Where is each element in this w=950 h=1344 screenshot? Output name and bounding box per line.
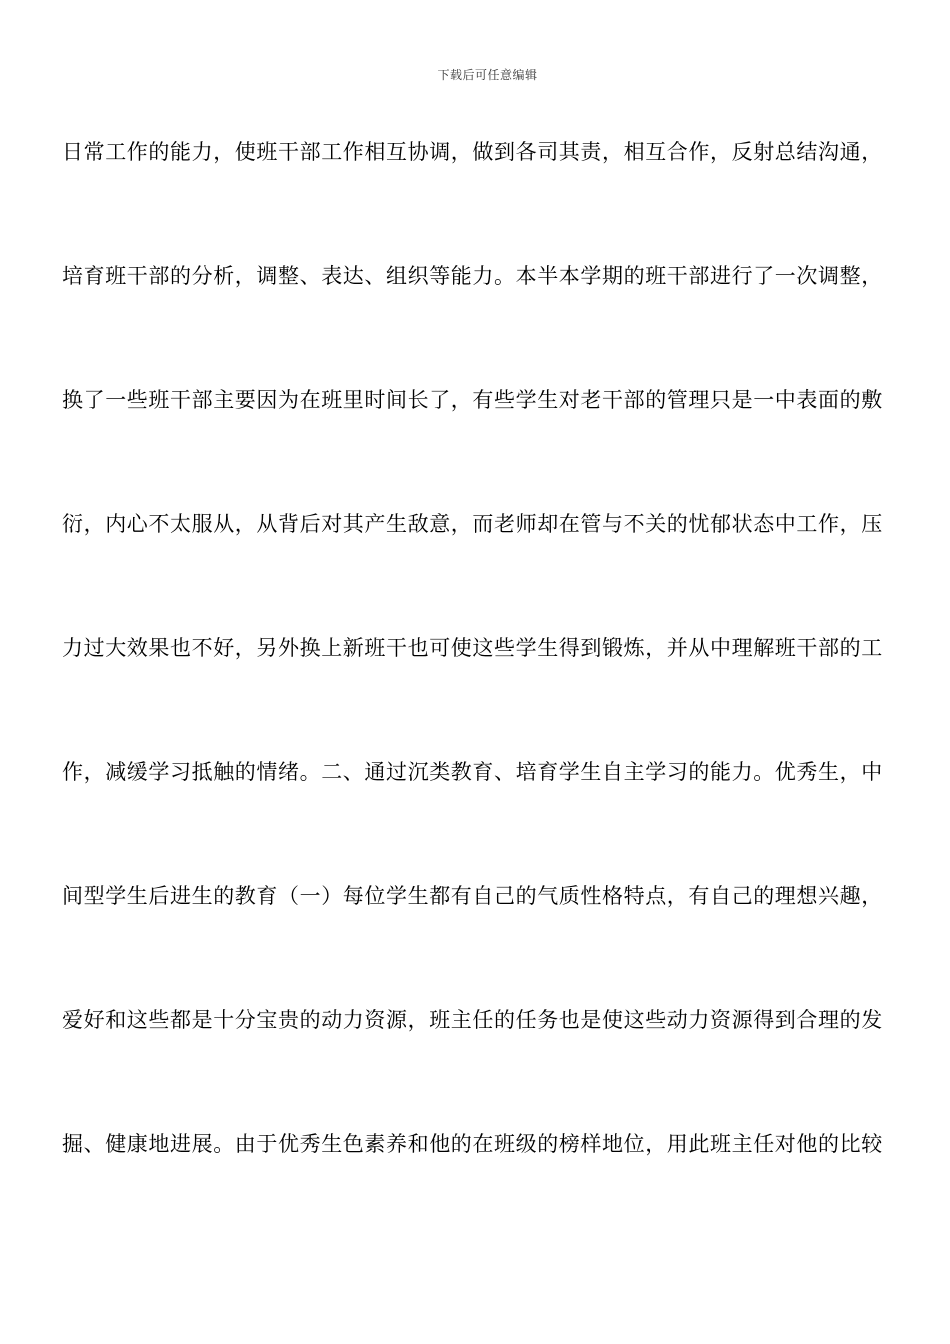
text-line: 衍，内心不太服从，从背后对其产生敌意，而老师却在管与不关的忧郁状态中工作，压 <box>62 512 883 536</box>
text-line: 爱好和这些都是十分宝贵的动力资源，班主任的任务也是使这些动力资源得到合理的发 <box>62 1008 883 1032</box>
page-header-note: 下载后可任意编辑 <box>437 68 538 82</box>
text-line: 掘、健康地进展。由于优秀生色素养和他的在班级的榜样地位，用此班主任对他的比较 <box>62 1132 883 1156</box>
text-line: 力过大效果也不好，另外换上新班干也可使这些学生得到锻炼，并从中理解班干部的工 <box>62 636 883 660</box>
text-line: 作，减缓学习抵触的情绪。二、通过沉类教育、培育学生自主学习的能力。优秀生，中 <box>62 760 883 784</box>
text-line: 间型学生后进生的教育（一）每位学生都有自己的气质性格特点，有自己的理想兴趣， <box>62 884 883 908</box>
text-line: 培育班干部的分析，调整、表达、组织等能力。本半本学期的班干部进行了一次调整， <box>62 264 883 288</box>
text-line: 日常工作的能力，使班干部工作相互协调，做到各司其责，相互合作，反射总结沟通， <box>62 140 883 164</box>
text-line: 换了一些班干部主要因为在班里时间长了，有些学生对老干部的管理只是一中表面的敷 <box>62 388 883 412</box>
